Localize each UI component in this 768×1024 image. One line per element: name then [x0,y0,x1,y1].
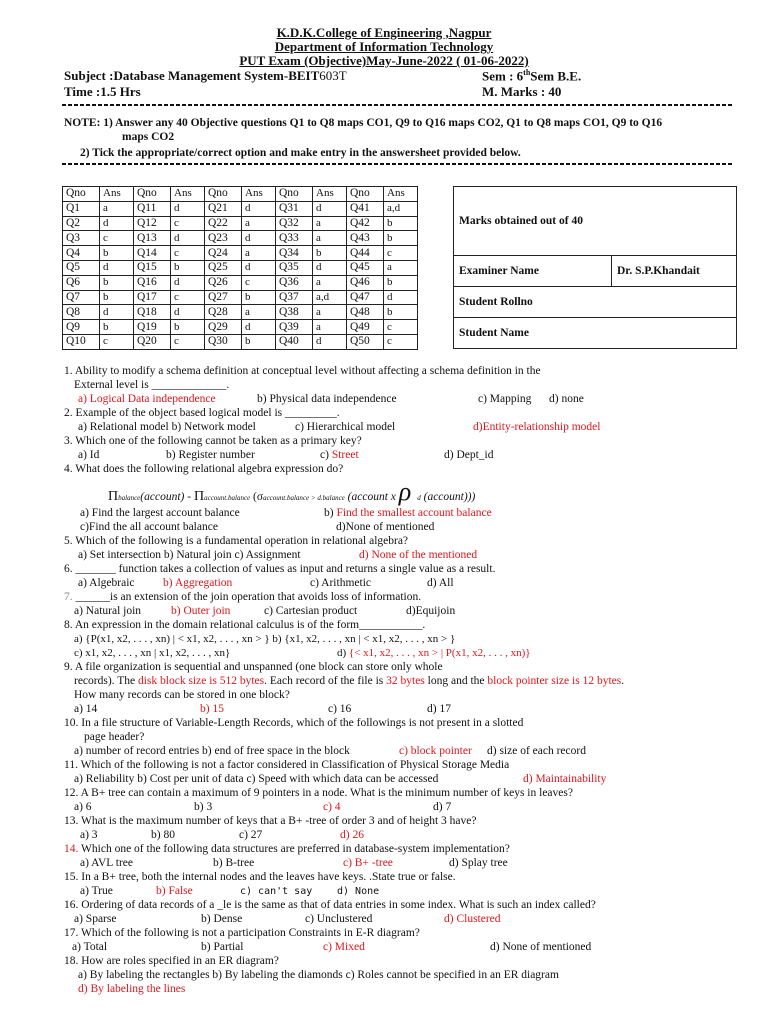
question-number-cell: Q15 [134,260,171,275]
expr-text: (account x [344,491,399,503]
question-number-cell: Q42 [347,216,384,231]
q4-option-c: c)Find the all account balance [80,521,218,533]
q9-highlight: 32 bytes [386,675,425,687]
q7-text: ______is an extension of the join operation that avoids loss of information. [75,591,422,603]
question-10: 10. In a file structure of Variable-Length Records, which of the followings is not present in a slotted [64,717,524,729]
question-16: 16. Ordering of data records of a _le is the same as that of data entries in some index. What is such an index called? [64,899,596,911]
question-14 [64,843,510,856]
subject-line [64,68,347,84]
answer-cell: a,d [384,201,418,216]
q17-option-d: d) None of mentioned [490,941,592,953]
q6-option-d: d) All [427,577,454,589]
note-1-line-2: maps CO2 [122,131,175,143]
relational-algebra-expression [108,478,475,508]
q10-option-d: d) size of each record [487,745,586,757]
q15-option-b: b) False [156,885,193,897]
divider [62,163,734,165]
q3-option-c-text: Street [331,449,359,461]
answer-cell: c [171,290,205,305]
q1-option-d: d) none [549,393,584,405]
answer-cell: d [384,290,418,305]
q4-option-d: d)None of mentioned [336,521,435,533]
question-number-cell: Q8 [63,305,100,320]
question-number-cell: Q35 [276,260,313,275]
answer-cell: d [100,216,134,231]
question-4: 4. What does the following relational algebra expression do? [64,463,344,475]
marks-table [453,186,737,349]
question-8: 8. An expression in the domain relational calculus is of the form___________. [64,619,426,631]
question-number-cell: Q44 [347,246,384,261]
question-number-cell: Q3 [63,231,100,246]
q13-option-a: a) 3 [80,829,98,841]
answer-cell: b [171,320,205,335]
answer-table-row [63,260,418,275]
q14-number: 14. [64,843,82,855]
student-rollno-label: Student Rollno [454,287,737,318]
q17-option-a: a) Total [72,941,108,953]
question-number-cell: Q31 [276,201,313,216]
question-10-cont: page header? [84,731,145,743]
question-number-cell: Q26 [205,275,242,290]
q10-option-c: c) block pointer [399,745,472,757]
q14-option-b: b) B-tree [213,857,255,869]
answer-cell: d [171,231,205,246]
divider [62,104,734,106]
q2-option-d: d)Entity-relationship model [473,421,601,433]
expr-subscript: account.balance [204,494,251,502]
q7-option-d: d)Equijoin [406,605,456,617]
answer-table-row [63,201,418,216]
q15-option-a: a) True [80,885,113,897]
answer-table-row [63,231,418,246]
answer-cell: a [384,260,418,275]
answer-cell: b [384,216,418,231]
note-2: 2) Tick the appropriate/correct option and make entry in the answersheet provided below. [80,147,521,159]
question-number-cell: Q40 [276,334,313,349]
answer-cell: d [242,260,276,275]
answer-cell: c [100,231,134,246]
question-1: 1. Ability to modify a schema definition at conceptual level without affecting a schema definition in the [64,365,541,377]
q9-text: . Each record of the file is [264,675,387,687]
answer-table-row [63,305,418,320]
q13-option-c: c) 27 [239,829,263,841]
question-number-cell: Q45 [347,260,384,275]
q9-option-b: b) 15 [200,703,224,715]
q7-option-c: c) Cartesian product [264,605,358,617]
q14-option-d: d) Splay tree [449,857,508,869]
answer-cell: a [242,305,276,320]
answer-cell: d [242,231,276,246]
question-number-cell: Q16 [134,275,171,290]
question-number-cell: Q7 [63,290,100,305]
q1-option-c: c) Mapping [478,393,532,405]
sigma-symbol: (σ [250,491,264,503]
question-number-cell: Q14 [134,246,171,261]
answer-cell: c [384,334,418,349]
question-18: 18. How are roles specified in an ER diagram? [64,955,279,967]
q12-option-d: d) 7 [433,801,452,813]
question-9-cont-2: How many records can be stored in one block? [74,689,290,701]
q11-options-abc: a) Reliability b) Cost per unit of data c) Speed with which data can be accessed [74,773,439,785]
answer-cell: c [384,246,418,261]
q16-option-d: d) Clustered [444,913,501,925]
answer-cell: c [171,216,205,231]
expr-text: (account))) [420,491,476,503]
college-name: K.D.K.College of Engineering ,Nagpur [276,25,492,40]
q4-option-b-label: b) [324,507,337,519]
question-number-cell: Q11 [134,201,171,216]
answer-cell: a [313,305,347,320]
answer-cell: b [171,260,205,275]
question-9-cont [74,675,624,688]
question-number-cell: Q50 [347,334,384,349]
answer-cell: c [171,334,205,349]
q8-option-d [337,647,531,660]
q15-option-d: d) None [337,886,380,897]
question-number-cell: Q47 [347,290,384,305]
q9-highlight: block pointer size is 12 bytes [487,675,622,687]
expr-text: (account) [140,491,185,503]
department-name: Department of Information Technology [274,39,494,54]
answer-cell: a [242,246,276,261]
question-number-cell: Q10 [63,334,100,349]
answer-cell: b [100,320,134,335]
question-number-cell: Q22 [205,216,242,231]
answer-cell: a [313,216,347,231]
answer-cell: d [242,201,276,216]
question-2: 2. Example of the object based logical model is _________. [64,407,340,419]
answer-cell: c [171,246,205,261]
q7-option-a: a) Natural join [74,605,142,617]
question-number-cell: Q1 [63,201,100,216]
q6-option-c: c) Arithmetic [310,577,371,589]
expr-subscript: d [417,494,421,502]
expr-subscript: balance [118,494,141,502]
q9-highlight: disk block size is 512 bytes [137,675,265,687]
question-number-cell: Q43 [347,231,384,246]
q8-option-d-label: d) [337,647,349,659]
answer-cell: a [313,231,347,246]
question-number-cell: Qno [347,187,384,202]
answer-cell: b [313,246,347,261]
q16-option-b: b) Dense [201,913,243,925]
q9-option-a: a) 14 [74,703,98,715]
question-number-cell: Q17 [134,290,171,305]
answer-cell: Ans [100,187,134,202]
question-9: 9. A file organization is sequential and unspanned (one block can store only whole [64,661,443,673]
q3-option-c [320,449,359,462]
note-1 [64,116,744,160]
student-name-label: Student Name [454,318,737,349]
q1-option-b: b) Physical data independence [257,393,397,405]
max-marks: M. Marks : 40 [482,84,562,99]
answer-cell: c [242,275,276,290]
examiner-label: Examiner Name [454,256,612,287]
question-number-cell: Q6 [63,275,100,290]
question-12: 12. A B+ tree can contain a maximum of 9 pointers in a node. What is the minimum number of keys in leaves? [64,787,573,799]
answer-cell: d [313,260,347,275]
answer-cell: b [384,305,418,320]
question-number-cell: Q30 [205,334,242,349]
question-number-cell: Q38 [276,305,313,320]
q12-option-c: c) 4 [323,801,341,813]
q9-text: long and the [424,675,488,687]
q18-options-abc: a) By labeling the rectangles b) By labeling the diamonds c) Roles cannot be specified in an ER diagram [78,969,559,981]
question-number-cell: Q24 [205,246,242,261]
exam-title: PUT Exam (Objective)May-June-2022 ( 01-06-2022) [239,53,529,68]
q11-option-d: d) Maintainability [523,773,607,785]
answer-table-row [63,275,418,290]
q7-number: 7. [64,591,76,603]
answer-cell: d [100,260,134,275]
answer-cell: b [384,231,418,246]
q13-option-d: d) 26 [340,829,364,841]
question-number-cell: Q21 [205,201,242,216]
question-number-cell: Q5 [63,260,100,275]
q9-text: . [621,675,625,687]
question-7 [64,591,421,604]
exam-time: Time :1.5 Hrs [64,84,141,99]
answer-cell: d [242,320,276,335]
q14-text: Which one of the following data structures are preferred in database-system implementation? [81,843,510,855]
q4-option-b-text: Find the smallest account balance [336,507,492,519]
answer-cell: d [171,275,205,290]
question-number-cell: Q4 [63,246,100,261]
answer-table-row [63,216,418,231]
question-15: 15. In a B+ tree, both the internal nodes and the leaves have keys. .State true or false. [64,871,456,883]
question-1-cont: External level is _____________. [74,379,230,391]
q16-option-c: c) Unclustered [305,913,373,925]
note-1-line-1: NOTE: 1) Answer any 40 Objective questions Q1 to Q8 maps CO1, Q9 to Q16 maps CO2, Q1 to Q8 maps CO1, Q9 to Q16 [64,117,663,129]
q14-option-c: c) B+ -tree [343,857,393,869]
q8-option-c: c) x1, x2, . . . , xn | x1, x2, . . . , xn} [74,647,231,659]
answer-cell: c [100,334,134,349]
q7-option-b: b) Outer join [171,605,231,617]
answer-cell: a [313,275,347,290]
answer-cell: b [100,246,134,261]
sem-sup: th [523,68,531,77]
q15-option-c: c) can't say [240,886,313,897]
question-number-cell: Q18 [134,305,171,320]
answer-table-row [63,290,418,305]
subject-text: Subject :Database Management System-BEIT [64,68,320,83]
question-number-cell: Q13 [134,231,171,246]
expr-text: - [184,491,194,503]
examiner-value: Dr. S.P.Khandait [612,256,737,287]
q2-options-ab: a) Relational model b) Network model [78,421,256,433]
answer-table-header [63,187,418,202]
q12-option-a: a) 6 [74,801,92,813]
question-number-cell: Q20 [134,334,171,349]
q6-option-a: a) Algebraic [78,577,135,589]
question-number-cell: Q48 [347,305,384,320]
subject-code: 603T [319,68,347,83]
question-6: 6. _______ function takes a collection of values as input and returns a single value as a result. [64,563,496,575]
question-number-cell: Q28 [205,305,242,320]
question-number-cell: Q27 [205,290,242,305]
q12-option-b: b) 3 [194,801,213,813]
answer-cell: b [100,290,134,305]
expr-subscript: account.balance > d.balance [263,494,345,502]
marks-obtained-label: Marks obtained out of 40 [454,187,737,256]
q13-option-b: b) 80 [151,829,175,841]
answer-cell: b [384,275,418,290]
q4-option-a: a) Find the largest account balance [80,507,240,519]
q1-option-a: a) Logical Data independence [78,393,216,405]
answer-cell: b [242,290,276,305]
q8-options-ab: a) {P(x1, x2, . . . , xn) | < x1, x2, . . . , xn > } b) {x1, x2, . . . , xn | < x1, x2, . . . , xn > } [74,633,456,645]
sem-prefix: Sem : 6 [482,68,524,84]
question-number-cell: Q39 [276,320,313,335]
question-11: 11. Which of the following is not a factor considered in Classification of Physical Storage Media [64,759,510,771]
q9-option-d: d) 17 [427,703,451,715]
question-number-cell: Qno [205,187,242,202]
question-number-cell: Q34 [276,246,313,261]
q3-option-b: b) Register number [166,449,255,461]
question-5: 5. Which of the following is a fundamental operation in relational algebra? [64,535,409,547]
question-number-cell: Q36 [276,275,313,290]
question-number-cell: Q49 [347,320,384,335]
sem-suffix: Sem B.E. [530,68,582,84]
q10-options-ab: a) number of record entries b) end of free space in the block [74,745,350,757]
answer-cell: Ans [242,187,276,202]
answer-table-row [63,334,418,349]
question-number-cell: Qno [276,187,313,202]
answer-cell: Ans [384,187,418,202]
answer-cell: c [384,320,418,335]
question-number-cell: Q29 [205,320,242,335]
answer-cell: d [313,334,347,349]
q17-option-b: b) Partial [201,941,244,953]
pi-symbol: Π [193,489,205,504]
q8-option-d-text: {< x1, x2, . . . , xn > | P(x1, x2, . . . , xn)} [348,647,531,659]
question-number-cell: Q25 [205,260,242,275]
pi-symbol: Π [108,489,119,504]
answer-cell: b [100,275,134,290]
answer-cell: b [242,334,276,349]
q14-option-a: a) AVL tree [80,857,134,869]
answer-cell: a [100,201,134,216]
question-number-cell: Q32 [276,216,313,231]
answer-table-row [63,320,418,335]
answer-cell: a [242,216,276,231]
answer-cell: d [171,305,205,320]
q3-option-c-label: c) [320,449,332,461]
question-number-cell: Q41 [347,201,384,216]
q17-option-c: c) Mixed [323,941,365,953]
answer-cell: Ans [313,187,347,202]
answer-table [62,186,418,350]
rho-symbol: ρ [398,477,412,506]
answer-cell: Ans [171,187,205,202]
question-number-cell: Q23 [205,231,242,246]
q6-option-b: b) Aggregation [163,577,233,589]
question-17: 17. Which of the following is not a participation Constraints in E-R diagram? [64,927,420,939]
q4-option-b [324,507,492,520]
q18-option-d: d) By labeling the lines [78,983,186,995]
question-number-cell: Qno [134,187,171,202]
question-3: 3. Which one of the following cannot be taken as a primary key? [64,435,362,447]
question-13: 13. What is the maximum number of keys that a B+ -tree of order 3 and of height 3 have? [64,815,477,827]
question-number-cell: Q37 [276,290,313,305]
q16-option-a: a) Sparse [74,913,117,925]
q9-option-c: c) 16 [328,703,352,715]
answer-cell: d [171,201,205,216]
question-number-cell: Q9 [63,320,100,335]
semester [482,68,581,84]
question-number-cell: Q12 [134,216,171,231]
answer-table-row [63,246,418,261]
question-number-cell: Q33 [276,231,313,246]
answer-cell: d [100,305,134,320]
question-number-cell: Q46 [347,275,384,290]
q5-option-d: d) None of the mentioned [359,549,478,561]
answer-cell: d [313,201,347,216]
q5-options-abc: a) Set intersection b) Natural join c) Assignment [78,549,301,561]
question-number-cell: Q19 [134,320,171,335]
question-number-cell: Qno [63,187,100,202]
q3-option-d: d) Dept_id [444,449,494,461]
q9-text: records). The [74,675,138,687]
answer-cell: a [313,320,347,335]
q3-option-a: a) Id [78,449,100,461]
q2-option-c: c) Hierarchical model [295,421,396,433]
question-number-cell: Q2 [63,216,100,231]
answer-cell: a,d [313,290,347,305]
